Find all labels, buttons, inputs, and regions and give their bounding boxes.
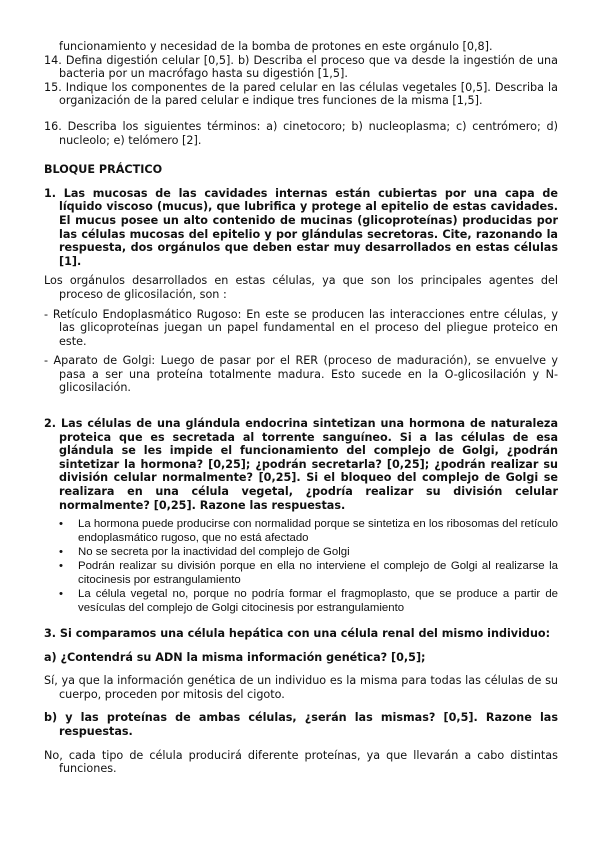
answer-3a: Sí, ya que la información genética de un individuo es la misma para todas las células de su cuerpo, proceden por mitosis del cigoto.: [44, 674, 558, 701]
bullet-icon: •: [59, 560, 63, 573]
list-item: • Podrán realizar su división porque en ella no interviene el complejo de Golgi al realizarse la citocinesis por estrangulamiento: [59, 560, 558, 586]
practical-question-1: 1. Las mucosas de las cavidades internas están cubiertas por una capa de líquido viscoso (mucus), que lubrifica y protege al epitelio de estas cavidades. El mucus posee un alto contenido de mucinas (glicoproteínas) producidas por las células mucosas del epitelio y por glándulas secretoras. Cite, razonando la respuesta, dos orgánulos que deben estar muy desarrollados en estas células [1].: [44, 186, 558, 268]
practical-heading: BLOQUE PRÁCTICO: [44, 163, 163, 177]
question-3a: a) ¿Contendrá su ADN la misma información genética? [0,5];: [44, 650, 426, 664]
bullet-icon: •: [59, 546, 63, 559]
answer-1-intro: Los orgánulos desarrollados en estas células, ya que son los principales agentes del proceso de glicosilación, son :: [44, 274, 558, 301]
question-3b: b) y las proteínas de ambas células, ¿serán las mismas? [0,5]. Razone las respuestas.: [44, 711, 558, 739]
list-item: • La célula vegetal no, porque no podría formar el fragmoplasto, que se produce a partir de vesículas del complejo de Golgi citocinesis por estrangulamiento: [59, 588, 558, 614]
q13-continuation: funcionamiento y necesidad de la bomba de protones en este orgánulo [0,8].: [59, 40, 493, 53]
question-15: 15. Indique los componentes de la pared celular en las células vegetales [0,5]. Describa la organización de la pared celular e indique tres funciones de la misma [1,5].: [44, 80, 558, 108]
document-page: [44, 40, 558, 776]
answer-3b: No, cada tipo de célula producirá diferente proteínas, ya que llevarán a cabo distintas funciones.: [44, 748, 558, 776]
list-item: • No se secreta por la inactividad del complejo de Golgi: [59, 546, 350, 559]
answer-2-list: [44, 518, 558, 615]
practical-question-2: 2. Las células de una glándula endocrina sintetizan una hormona de naturaleza proteica que es secretada al torrente sanguíneo. Si a las células de esa glándula se les impide el funcionamiento del complejo de Golgi, ¿podrán sintetizar la hormona? [0,25]; ¿podrán secretarla? [0,25]; ¿podrán realizar su división celular normalmente? [0,25]. Si el bloqueo del complejo de Golgi se realizara en una célula vegetal, ¿podría realizar su división celular normalmente? [0,25]. Razone las respuestas.: [44, 417, 558, 512]
bullet-icon: •: [59, 518, 63, 531]
question-14: 14. Defina digestión celular [0,5]. b) Describa el proceso que va desde la ingestión de una bacteria por un macrófago hasta su digestión [1,5].: [44, 53, 558, 81]
list-item: • La hormona puede producirse con normalidad porque se sintetiza en los ribosomas del retículo endoplasmático rugoso, que no está afectado: [59, 518, 558, 544]
answer-1-item-golgi: - Aparato de Golgi: Luego de pasar por el RER (proceso de maduración), se envuelve y pasa a ser una proteína totalmente madura. Esto sucede en la O-glicosilación y N-glicosilación.: [44, 354, 558, 395]
bullet-icon: •: [59, 588, 63, 601]
practical-question-3: 3. Si comparamos una célula hepática con una célula renal del mismo individuo:: [44, 627, 551, 641]
answer-1-item-rer: - Retículo Endoplasmático Rugoso: En este se producen las interacciones entre células, y las glicoproteínas juegan un papel fundamental en el proceso del pliegue proteico en este.: [44, 307, 558, 348]
question-16: 16. Describa los siguientes términos: a) cinetocoro; b) nucleoplasma; c) centrómero; d) nucleolo; e) telómero [2].: [44, 119, 558, 147]
